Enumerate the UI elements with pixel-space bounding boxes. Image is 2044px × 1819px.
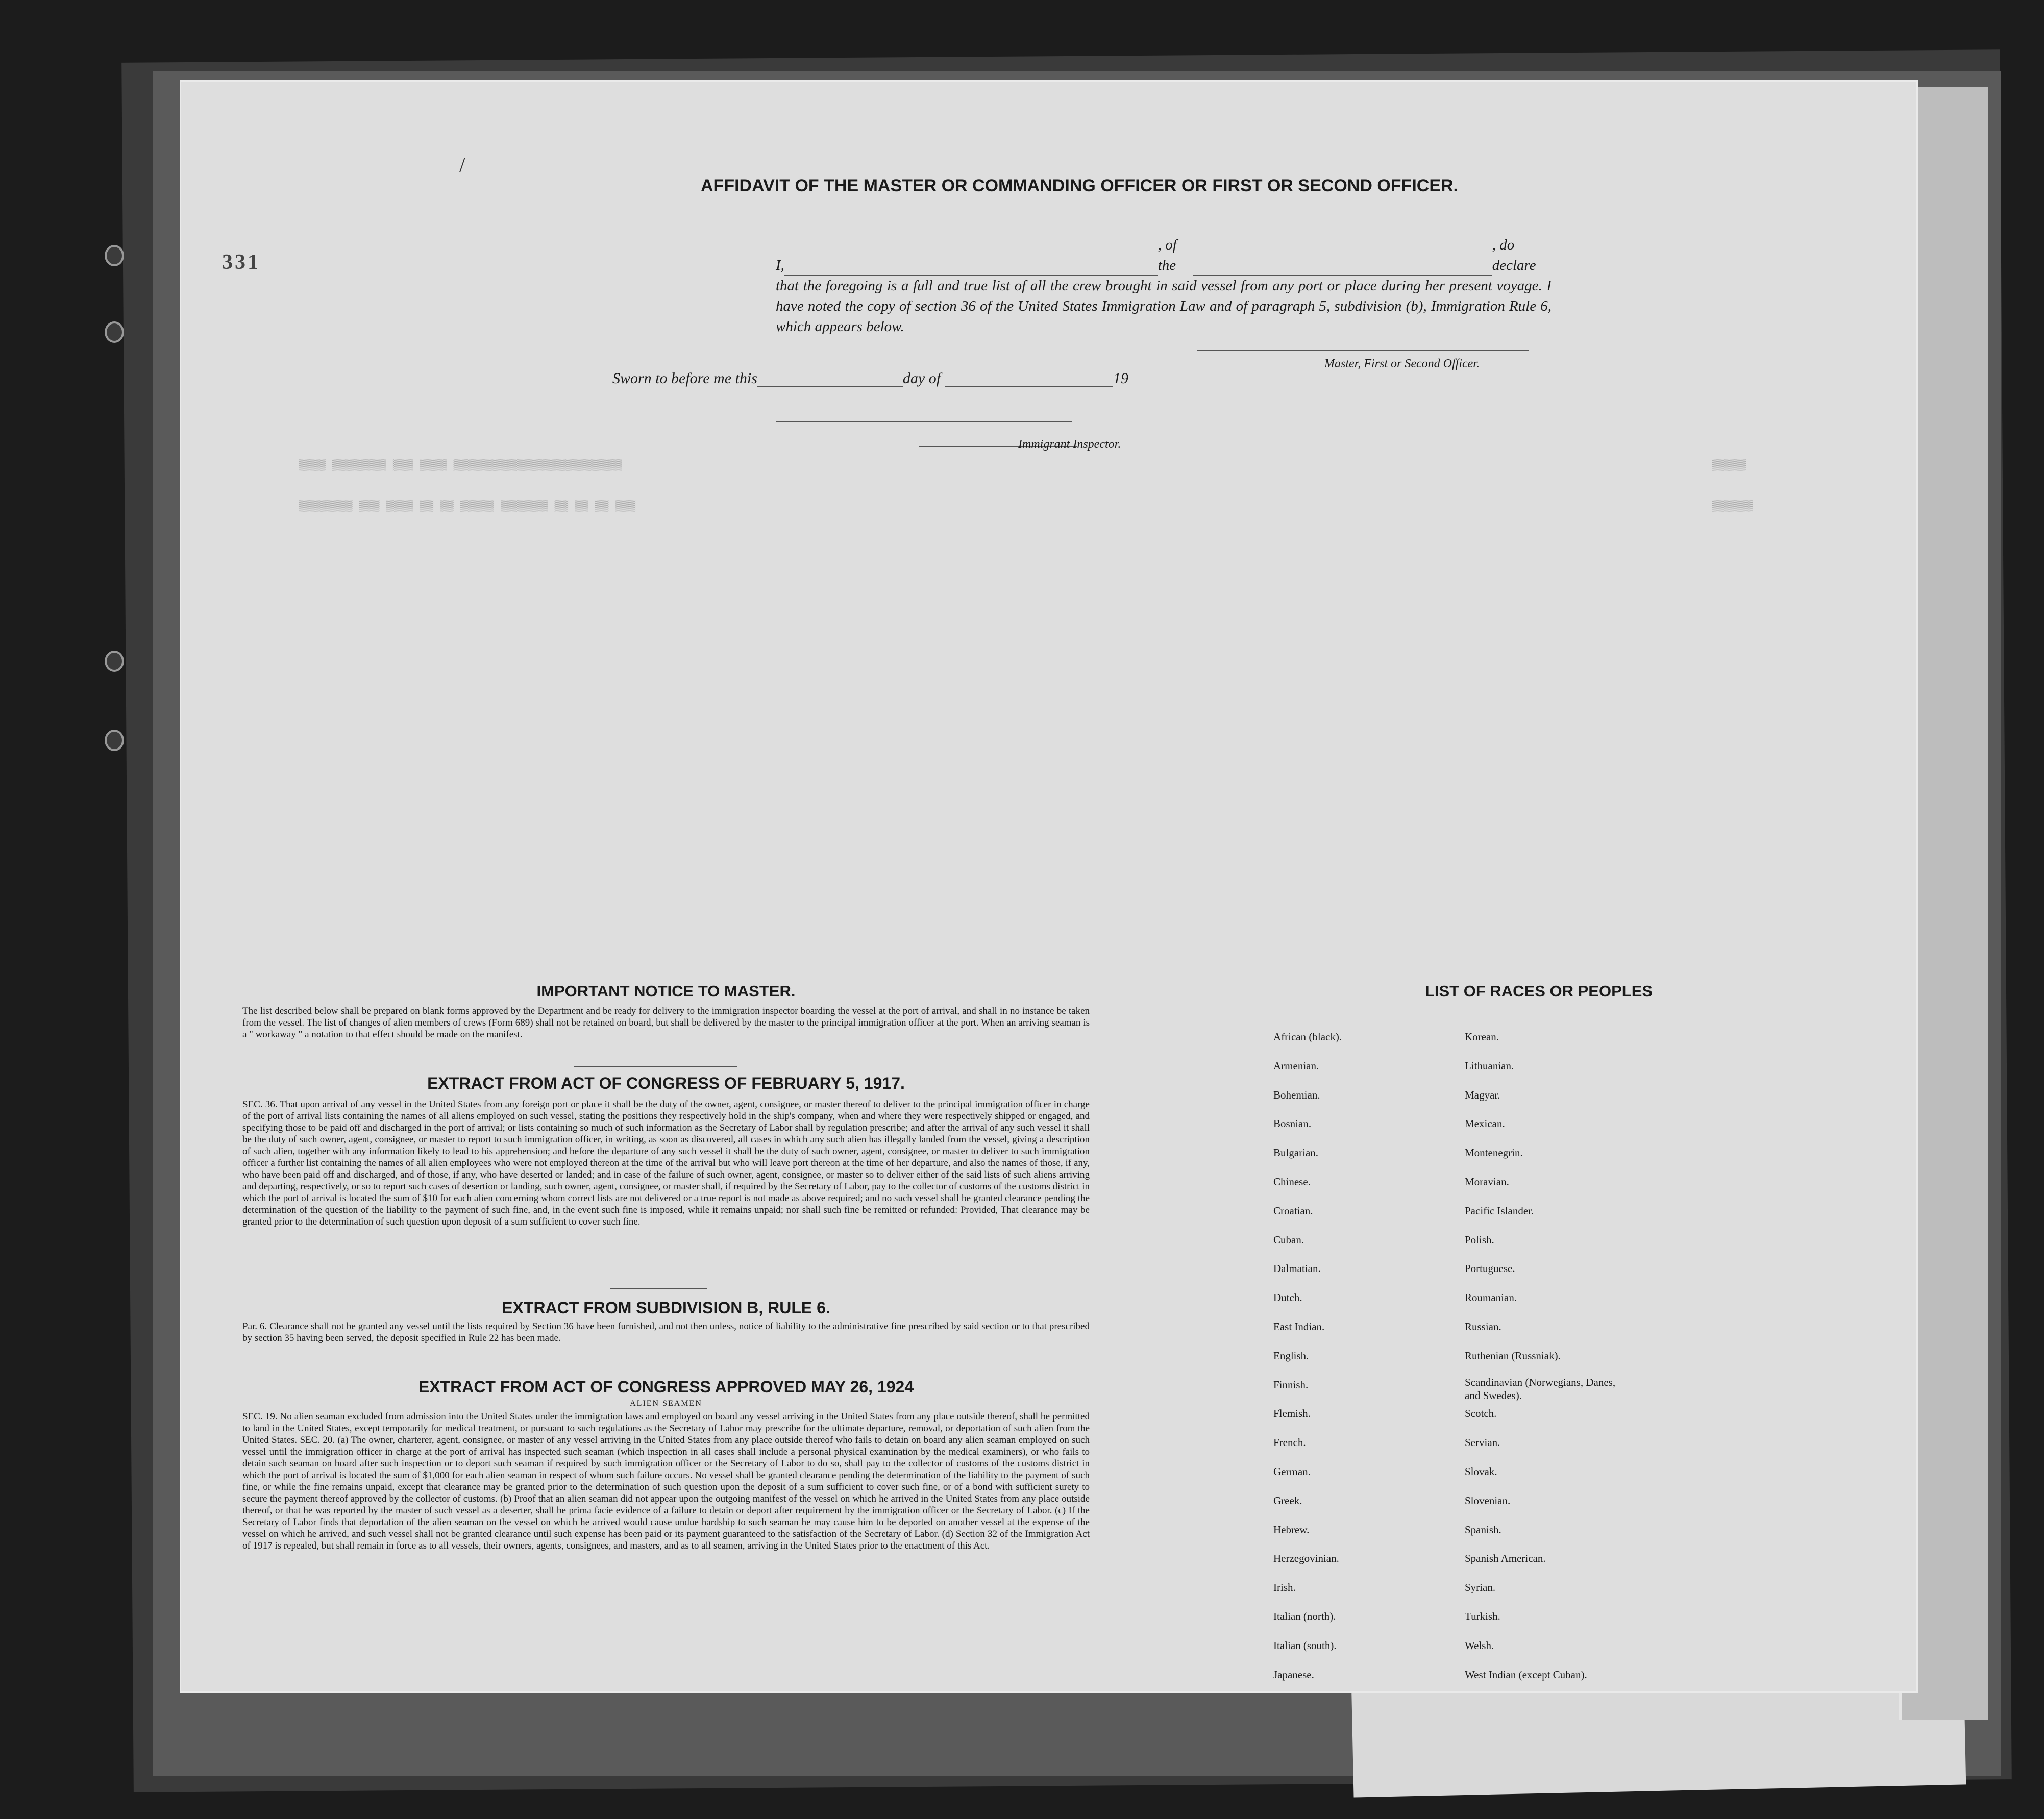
race-item: Hebrew. — [1273, 1523, 1310, 1536]
extract-1924-body: SEC. 19. No alien seaman excluded from admission into the United States under the immigration laws and employed on board any vessel arriving in the United States from any place outside thereof, shall be permitted to land in the United States, except temporarily for medical treatment, or pursuant to such regulations as the Secretary of Labor may prescribe for the ultimate departure, removal, or deportation of such alien from the United States. SEC. 20. (a) The owner, charterer, agent, consignee, or master of any vessel arriving in the United States from any place outside thereof who fails to detain on board any alien seaman employed on such vessel until the immigration officer in charge at the port of arrival has inspected such seaman (which inspection in all cases shall include a personal physical examination by the medical examiners), or who fails to detain such seaman on board after such inspection or to deport such seaman if required by such immigration officer or the Secretary of Labor to do so, shall pay to the collector of customs of the customs district in which the port of arrival is located the sum of $1,000 for each alien seaman in respect of whom such failure occurs. No vessel shall be granted clearance pending the determination of the liability to the payment of such fine, or while the fine remains unpaid, except that clearance may be granted prior to the determination of such question upon the deposit of a sum sufficient to cover such fine, or of a bond with sufficient surety to secure the payment thereof approved by the collector of customs. (b) Proof that an alien seaman did not appear upon the outgoing manifest of the vessel on which he arrived in the United States from any place outside thereof, or that he was reported by the master of such vessel as a deserter, shall be prima facie evidence of a failure to detain or deport after requirement by the immigration officer or the Secretary of Labor. (c) If the Secretary of Labor finds that deportation of the alien seaman on the vessel on which he arrived would cause undue hardship to such seaman he may cause him to be deported on another vessel at the expense of the vessel on which he arrived, and such vessel shall not be granted clearance until such expense has been paid or its payment guaranteed to the satisfaction of the Secretary of Labor. (d) Section 32 of the Immigration Act of 1917 is repealed, but shall remain in force as to all vessels, their owners, agents, consignees, and masters, and as to all seamen, arriving in the United States prior to the enactment of this Act. — [242, 1411, 1090, 1551]
race-item: Polish. — [1465, 1233, 1494, 1246]
extract-1917-body: SEC. 36. That upon arrival of any vessel in the United States from any foreign port or place it shall be the duty of the owner, agent, consignee, or master thereof to deliver to the principal immigration officer in charge of the port of arrival lists containing the names of all aliens employed on such vessel, stating the positions they respectively hold in the ship's company, when and where they were respectively shipped or engaged, and specifying those to be paid off and discharged in the port of arrival; or lists containing so much of such information as the Secretary of Labor shall by regulation prescribe; and after the arrival of any such vessel it shall be the duty of such owner, agent, consignee, or master to report to such immigration officer, in writing, as soon as discovered, all cases in which any such alien has illegally landed from the vessel, giving a description of such alien, together with any information likely to lead to his apprehension; and before the departure of any such vessel it shall be the duty of such owner, agent, consignee, or master to deliver to such immigration officer a further list containing the names of all alien employees who were not employed thereon at the time of the arrival but who will leave port thereon at the time of her departure, and also the names of those, if any, who have been paid off and discharged, and of those, if any, who have deserted or landed; and in case of the failure of such owner, agent, consignee, or master so to deliver either of the said lists of such aliens arriving and departing, respectively, or so to report such cases of desertion or landing, such owner, agent, consignee, or master shall, if required by the Secretary of Labor, pay to the collector of customs of the customs district in which the port of arrival is located the sum of $10 for each alien concerning whom correct lists are not delivered or a true report is not made as above required; and no such vessel shall be granted clearance pending the determination of the question of the liability to the payment of such fine, and, in the event such fine is imposed, while it remains unpaid; nor shall such fine be remitted or refunded: Provided, That clearance may be granted prior to the determination of such question upon deposit of a sum sufficient to cover such fine. — [242, 1099, 1090, 1227]
race-item: African (black). — [1273, 1031, 1342, 1043]
race-item: Spanish. — [1465, 1523, 1501, 1536]
inspector-caption: Immigrant Inspector. — [1018, 438, 1121, 451]
race-item — [1465, 1376, 1633, 1402]
race-item: Portuguese. — [1465, 1262, 1515, 1275]
binder-hole — [105, 245, 124, 266]
binder-hole — [105, 321, 124, 343]
race-item: Herzegovinian. — [1273, 1552, 1339, 1565]
race-item: Flemish. — [1273, 1407, 1311, 1420]
section-divider — [574, 1066, 737, 1067]
race-item: Dalmatian. — [1273, 1262, 1321, 1275]
extract-1917-title: EXTRACT FROM ACT OF CONGRESS OF FEBRUARY 5, 1917. — [427, 1074, 905, 1092]
race-item: Roumanian. — [1465, 1291, 1517, 1304]
race-item: Turkish. — [1465, 1610, 1500, 1623]
race-item: Irish. — [1273, 1581, 1296, 1594]
sworn-label: Sworn to before me this — [612, 370, 757, 387]
race-item: Syrian. — [1465, 1581, 1496, 1594]
race-item: Italian (north). — [1273, 1610, 1336, 1623]
race-item: West Indian (except Cuban). — [1465, 1668, 1587, 1681]
signature-caption: Master, First or Second Officer. — [1324, 357, 1480, 370]
notice-body: The list described below shall be prepared on blank forms approved by the Department and be ready for delivery to the immigration inspector boarding the vessel at the port of arrival, and shall in no instance be taken from the vessel. The list of changes of alien members of crews (Form 689) shall not be retained on board, but shall be delivered by the master to the principal immigration officer at the port. When an arriving seaman is a " workaway " a notation to that effect should be made on the manifest. — [242, 1006, 1090, 1040]
binder-hole — [105, 651, 124, 672]
race-item: Spanish American. — [1465, 1552, 1546, 1565]
race-item: Japanese. — [1273, 1668, 1314, 1681]
race-item: Finnish. — [1273, 1378, 1309, 1391]
race-item: English. — [1273, 1349, 1309, 1362]
race-item: Moravian. — [1465, 1176, 1509, 1188]
signature-line — [1197, 350, 1529, 351]
declaration-line — [561, 235, 1552, 276]
race-item: Ruthenian (Russniak). — [1465, 1349, 1561, 1362]
race-item: Cuban. — [1273, 1233, 1304, 1246]
race-item: East Indian. — [1273, 1320, 1325, 1333]
declaration-of-the: , of the — [1158, 237, 1177, 273]
sworn-line — [612, 370, 1128, 387]
inspector-line-upper — [776, 421, 1072, 422]
race-item: Montenegrin. — [1465, 1147, 1523, 1159]
year-label: 19 — [1113, 370, 1129, 387]
race-item: Servian. — [1465, 1436, 1500, 1449]
sworn-day-blank — [757, 386, 903, 387]
bleed-through-text: ▒▒▒▒▒▒▒▒ ▒▒▒ ▒▒▒▒ ▒▒ ▒▒ ▒▒▒▒▒ ▒▒▒▒▒▒▒ ▒▒ ▒▒ ▒▒ ▒▒▒ — [299, 500, 636, 513]
extract-1924-subtitle: ALIEN SEAMEN — [630, 1399, 702, 1408]
section-divider — [610, 1288, 707, 1289]
sworn-month-blank — [945, 386, 1113, 387]
race-item: Greek. — [1273, 1494, 1302, 1507]
race-item-text: Scandinavian (Norwegians, Danes, and Swedes). — [1465, 1376, 1616, 1402]
race-item: French. — [1273, 1436, 1306, 1449]
document-page — [181, 82, 1916, 1691]
race-item: Russian. — [1465, 1320, 1501, 1333]
affidavit-declaration — [561, 235, 1552, 337]
race-item: Korean. — [1465, 1031, 1499, 1043]
race-item: Magyar. — [1465, 1088, 1500, 1101]
notice-title: IMPORTANT NOTICE TO MASTER. — [536, 982, 796, 1000]
race-item: Bulgarian. — [1273, 1147, 1319, 1159]
race-item: Italian (south). — [1273, 1639, 1337, 1652]
bleed-through-text: ▒▒▒▒ ▒▒▒▒▒▒▒▒ ▒▒▒ ▒▒▒▒ ▒▒▒▒▒▒▒▒▒▒▒▒▒▒▒▒▒▒▒▒▒▒▒▒▒ — [299, 459, 622, 472]
extract-rule6-body: Par. 6. Clearance shall not be granted any vessel until the lists required by Section 36 have been furnished, and not then unless, notice of liability to the administrative fine prescribed by said section or to that prescribed by section 35 having been served, the deposit specified in Rule 22 has been made. — [242, 1321, 1090, 1343]
pen-mark: / — [459, 154, 465, 177]
declaration-do-declare: , do declare — [1492, 237, 1536, 273]
race-item: German. — [1273, 1465, 1311, 1478]
race-item: Armenian. — [1273, 1059, 1319, 1072]
race-item: Bosnian. — [1273, 1117, 1312, 1130]
bleed-through-text: ▒▒▒▒▒▒ — [1712, 500, 1753, 513]
race-item: Pacific Islander. — [1465, 1204, 1534, 1217]
binder-hole — [105, 730, 124, 751]
race-item: Welsh. — [1465, 1639, 1494, 1652]
affidavit-title: AFFIDAVIT OF THE MASTER OR COMMANDING OFFICER OR FIRST OR SECOND OFFICER. — [701, 176, 1458, 195]
extract-1924-title: EXTRACT FROM ACT OF CONGRESS APPROVED MAY 26, 1924 — [418, 1378, 914, 1396]
race-item: Slovak. — [1465, 1465, 1497, 1478]
race-item: Slovenian. — [1465, 1494, 1511, 1507]
race-item: Lithuanian. — [1465, 1059, 1514, 1072]
race-item: Mexican. — [1465, 1117, 1505, 1130]
extract-rule6-title: EXTRACT FROM SUBDIVISION B, RULE 6. — [502, 1299, 830, 1317]
affidavit-body: that the foregoing is a full and true list of all the crew brought in said vessel from any port or place during her present voyage. I have noted the copy of section 36 of the United States Immigration Law and of paragraph 5, subdivision (b), Immigration Rule 6, which appears below. — [776, 278, 1552, 335]
day-of-label: day of — [902, 370, 941, 387]
race-item: Bohemian. — [1273, 1088, 1320, 1101]
declaration-i: I, — [776, 257, 784, 273]
races-title: LIST OF RACES OR PEOPLES — [1424, 982, 1653, 1000]
race-item: Dutch. — [1273, 1291, 1302, 1304]
race-item: Croatian. — [1273, 1204, 1313, 1217]
page-number: 331 — [222, 251, 260, 274]
race-item: Chinese. — [1273, 1176, 1311, 1188]
bleed-through-text: ▒▒▒▒▒ — [1712, 459, 1746, 472]
race-item: Scotch. — [1465, 1407, 1497, 1420]
